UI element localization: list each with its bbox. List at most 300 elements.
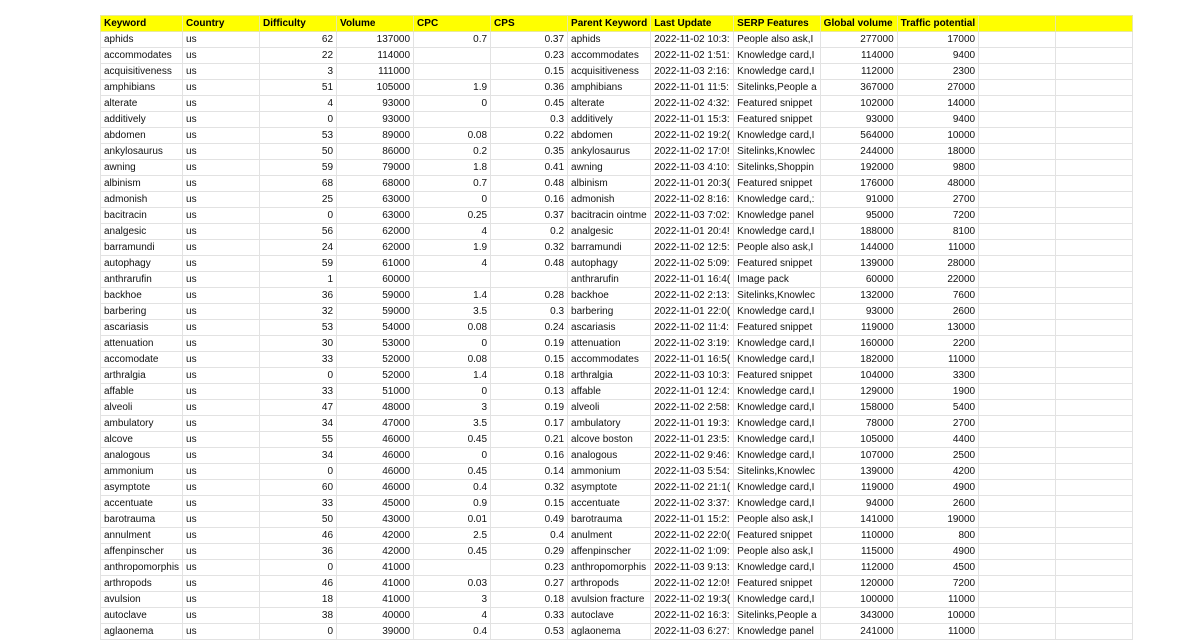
header-cps[interactable]: CPS — [491, 16, 568, 32]
cell-traffic-potential[interactable]: 2700 — [897, 416, 978, 432]
cell-last-update[interactable]: 2022-11-02 22:0( — [651, 528, 734, 544]
cell-empty[interactable] — [979, 32, 1056, 48]
cell-serp-features[interactable]: Knowledge card,I — [734, 48, 821, 64]
cell-traffic-potential[interactable]: 7200 — [897, 208, 978, 224]
cell-parent-keyword[interactable]: affable — [568, 384, 651, 400]
cell-global-volume[interactable]: 114000 — [820, 48, 897, 64]
cell-volume[interactable]: 59000 — [337, 304, 414, 320]
cell-last-update[interactable]: 2022-11-02 9:46: — [651, 448, 734, 464]
cell-volume[interactable]: 46000 — [337, 464, 414, 480]
cell-global-volume[interactable]: 105000 — [820, 432, 897, 448]
cell-global-volume[interactable]: 119000 — [820, 320, 897, 336]
cell-empty[interactable] — [979, 528, 1056, 544]
cell-parent-keyword[interactable]: aphids — [568, 32, 651, 48]
cell-empty[interactable] — [1056, 256, 1133, 272]
cell-cpc[interactable] — [414, 48, 491, 64]
cell-serp-features[interactable]: Knowledge card,I — [734, 496, 821, 512]
cell-global-volume[interactable]: 277000 — [820, 32, 897, 48]
cell-last-update[interactable]: 2022-11-01 15:3: — [651, 112, 734, 128]
cell-keyword[interactable]: analgesic — [101, 224, 183, 240]
cell-traffic-potential[interactable]: 7200 — [897, 576, 978, 592]
cell-serp-features[interactable]: Knowledge card,I — [734, 416, 821, 432]
cell-volume[interactable]: 93000 — [337, 96, 414, 112]
cell-traffic-potential[interactable]: 7600 — [897, 288, 978, 304]
cell-global-volume[interactable]: 176000 — [820, 176, 897, 192]
cell-volume[interactable]: 52000 — [337, 352, 414, 368]
cell-difficulty[interactable]: 22 — [260, 48, 337, 64]
cell-difficulty[interactable]: 34 — [260, 416, 337, 432]
cell-country[interactable]: us — [183, 624, 260, 640]
cell-country[interactable]: us — [183, 288, 260, 304]
cell-empty[interactable] — [1056, 96, 1133, 112]
cell-global-volume[interactable]: 119000 — [820, 480, 897, 496]
cell-cps[interactable]: 0.35 — [491, 144, 568, 160]
cell-parent-keyword[interactable]: affenpinscher — [568, 544, 651, 560]
cell-empty[interactable] — [979, 608, 1056, 624]
cell-cpc[interactable]: 0.08 — [414, 320, 491, 336]
cell-empty[interactable] — [1056, 400, 1133, 416]
cell-cps[interactable]: 0.53 — [491, 624, 568, 640]
cell-cps[interactable] — [491, 272, 568, 288]
cell-serp-features[interactable]: Knowledge card,I — [734, 336, 821, 352]
cell-last-update[interactable]: 2022-11-02 10:3: — [651, 32, 734, 48]
cell-empty[interactable] — [1056, 448, 1133, 464]
cell-cps[interactable]: 0.18 — [491, 368, 568, 384]
cell-parent-keyword[interactable]: ankylosaurus — [568, 144, 651, 160]
cell-last-update[interactable]: 2022-11-03 10:3: — [651, 368, 734, 384]
cell-last-update[interactable]: 2022-11-02 19:3( — [651, 592, 734, 608]
cell-last-update[interactable]: 2022-11-03 4:10: — [651, 160, 734, 176]
cell-difficulty[interactable]: 56 — [260, 224, 337, 240]
cell-country[interactable]: us — [183, 368, 260, 384]
cell-parent-keyword[interactable]: abdomen — [568, 128, 651, 144]
cell-empty[interactable] — [1056, 176, 1133, 192]
cell-empty[interactable] — [979, 384, 1056, 400]
cell-volume[interactable]: 54000 — [337, 320, 414, 336]
cell-empty[interactable] — [979, 192, 1056, 208]
cell-last-update[interactable]: 2022-11-02 4:32: — [651, 96, 734, 112]
cell-parent-keyword[interactable]: barotrauma — [568, 512, 651, 528]
cell-cps[interactable]: 0.15 — [491, 352, 568, 368]
cell-keyword[interactable]: accommodates — [101, 48, 183, 64]
cell-global-volume[interactable]: 112000 — [820, 64, 897, 80]
cell-volume[interactable]: 86000 — [337, 144, 414, 160]
cell-empty[interactable] — [979, 336, 1056, 352]
cell-volume[interactable]: 46000 — [337, 480, 414, 496]
cell-cpc[interactable]: 0.2 — [414, 144, 491, 160]
cell-volume[interactable]: 61000 — [337, 256, 414, 272]
cell-cpc[interactable]: 0.45 — [414, 544, 491, 560]
cell-cps[interactable]: 0.22 — [491, 128, 568, 144]
cell-traffic-potential[interactable]: 4900 — [897, 480, 978, 496]
cell-traffic-potential[interactable]: 4900 — [897, 544, 978, 560]
cell-traffic-potential[interactable]: 22000 — [897, 272, 978, 288]
cell-keyword[interactable]: backhoe — [101, 288, 183, 304]
cell-volume[interactable]: 63000 — [337, 192, 414, 208]
cell-cps[interactable]: 0.49 — [491, 512, 568, 528]
cell-cpc[interactable]: 0.01 — [414, 512, 491, 528]
cell-empty[interactable] — [979, 208, 1056, 224]
cell-cps[interactable]: 0.3 — [491, 304, 568, 320]
cell-traffic-potential[interactable]: 1900 — [897, 384, 978, 400]
cell-cpc[interactable]: 1.8 — [414, 160, 491, 176]
cell-cpc[interactable]: 0 — [414, 96, 491, 112]
cell-global-volume[interactable]: 95000 — [820, 208, 897, 224]
cell-traffic-potential[interactable]: 11000 — [897, 240, 978, 256]
cell-last-update[interactable]: 2022-11-02 12:0! — [651, 576, 734, 592]
cell-last-update[interactable]: 2022-11-01 16:4( — [651, 272, 734, 288]
cell-country[interactable]: us — [183, 144, 260, 160]
cell-serp-features[interactable]: Featured snippet — [734, 528, 821, 544]
cell-country[interactable]: us — [183, 224, 260, 240]
cell-empty[interactable] — [979, 320, 1056, 336]
cell-difficulty[interactable]: 38 — [260, 608, 337, 624]
cell-last-update[interactable]: 2022-11-03 2:16: — [651, 64, 734, 80]
cell-cpc[interactable]: 4 — [414, 224, 491, 240]
cell-parent-keyword[interactable]: barbering — [568, 304, 651, 320]
cell-empty[interactable] — [979, 400, 1056, 416]
cell-cpc[interactable] — [414, 64, 491, 80]
cell-cps[interactable]: 0.29 — [491, 544, 568, 560]
cell-country[interactable]: us — [183, 592, 260, 608]
cell-empty[interactable] — [979, 624, 1056, 640]
cell-volume[interactable]: 60000 — [337, 272, 414, 288]
cell-cpc[interactable]: 0.45 — [414, 432, 491, 448]
cell-global-volume[interactable]: 129000 — [820, 384, 897, 400]
cell-empty[interactable] — [1056, 576, 1133, 592]
cell-parent-keyword[interactable]: backhoe — [568, 288, 651, 304]
cell-serp-features[interactable]: Sitelinks,Knowlec — [734, 464, 821, 480]
cell-cps[interactable]: 0.13 — [491, 384, 568, 400]
cell-global-volume[interactable]: 94000 — [820, 496, 897, 512]
cell-cps[interactable]: 0.36 — [491, 80, 568, 96]
cell-serp-features[interactable]: Image pack — [734, 272, 821, 288]
cell-keyword[interactable]: avulsion — [101, 592, 183, 608]
cell-volume[interactable]: 41000 — [337, 560, 414, 576]
cell-keyword[interactable]: anthrarufin — [101, 272, 183, 288]
cell-parent-keyword[interactable]: analgesic — [568, 224, 651, 240]
cell-cpc[interactable]: 0.08 — [414, 352, 491, 368]
cell-difficulty[interactable]: 60 — [260, 480, 337, 496]
cell-global-volume[interactable]: 120000 — [820, 576, 897, 592]
header-last-update[interactable]: Last Update — [651, 16, 734, 32]
cell-empty[interactable] — [979, 560, 1056, 576]
cell-global-volume[interactable]: 241000 — [820, 624, 897, 640]
cell-country[interactable]: us — [183, 112, 260, 128]
cell-cps[interactable]: 0.15 — [491, 496, 568, 512]
cell-volume[interactable]: 59000 — [337, 288, 414, 304]
cell-keyword[interactable]: albinism — [101, 176, 183, 192]
cell-cpc[interactable]: 3.5 — [414, 304, 491, 320]
cell-country[interactable]: us — [183, 544, 260, 560]
cell-traffic-potential[interactable]: 2500 — [897, 448, 978, 464]
cell-country[interactable]: us — [183, 448, 260, 464]
cell-keyword[interactable]: alcove — [101, 432, 183, 448]
cell-traffic-potential[interactable]: 2200 — [897, 336, 978, 352]
cell-serp-features[interactable]: Sitelinks,People a — [734, 80, 821, 96]
cell-global-volume[interactable]: 144000 — [820, 240, 897, 256]
cell-empty[interactable] — [1056, 32, 1133, 48]
cell-cpc[interactable]: 0.45 — [414, 464, 491, 480]
cell-country[interactable]: us — [183, 528, 260, 544]
cell-cps[interactable]: 0.37 — [491, 32, 568, 48]
cell-cpc[interactable] — [414, 112, 491, 128]
cell-traffic-potential[interactable]: 2300 — [897, 64, 978, 80]
cell-last-update[interactable]: 2022-11-03 5:54: — [651, 464, 734, 480]
cell-volume[interactable]: 51000 — [337, 384, 414, 400]
cell-empty[interactable] — [1056, 480, 1133, 496]
cell-last-update[interactable]: 2022-11-02 8:16: — [651, 192, 734, 208]
cell-country[interactable]: us — [183, 304, 260, 320]
cell-last-update[interactable]: 2022-11-03 7:02: — [651, 208, 734, 224]
cell-serp-features[interactable]: Sitelinks,Knowlec — [734, 144, 821, 160]
cell-country[interactable]: us — [183, 48, 260, 64]
cell-difficulty[interactable]: 0 — [260, 464, 337, 480]
cell-parent-keyword[interactable]: attenuation — [568, 336, 651, 352]
cell-cps[interactable]: 0.48 — [491, 176, 568, 192]
cell-difficulty[interactable]: 30 — [260, 336, 337, 352]
cell-parent-keyword[interactable]: autoclave — [568, 608, 651, 624]
cell-parent-keyword[interactable]: albinism — [568, 176, 651, 192]
cell-keyword[interactable]: additively — [101, 112, 183, 128]
cell-cps[interactable]: 0.3 — [491, 112, 568, 128]
cell-empty[interactable] — [1056, 512, 1133, 528]
cell-keyword[interactable]: awning — [101, 160, 183, 176]
cell-country[interactable]: us — [183, 128, 260, 144]
cell-country[interactable]: us — [183, 352, 260, 368]
header-traffic-potential[interactable]: Traffic potential — [897, 16, 978, 32]
cell-cpc[interactable]: 1.9 — [414, 240, 491, 256]
cell-volume[interactable]: 47000 — [337, 416, 414, 432]
cell-parent-keyword[interactable]: ammonium — [568, 464, 651, 480]
cell-parent-keyword[interactable]: aglaonema — [568, 624, 651, 640]
cell-country[interactable]: us — [183, 416, 260, 432]
cell-parent-keyword[interactable]: accentuate — [568, 496, 651, 512]
cell-difficulty[interactable]: 68 — [260, 176, 337, 192]
cell-parent-keyword[interactable]: alcove boston — [568, 432, 651, 448]
cell-serp-features[interactable]: Featured snippet — [734, 368, 821, 384]
cell-cpc[interactable]: 1.9 — [414, 80, 491, 96]
cell-keyword[interactable]: ankylosaurus — [101, 144, 183, 160]
cell-last-update[interactable]: 2022-11-02 21:1( — [651, 480, 734, 496]
cell-empty[interactable] — [979, 368, 1056, 384]
cell-last-update[interactable]: 2022-11-01 20:3( — [651, 176, 734, 192]
cell-cps[interactable]: 0.16 — [491, 192, 568, 208]
cell-global-volume[interactable]: 132000 — [820, 288, 897, 304]
cell-traffic-potential[interactable]: 18000 — [897, 144, 978, 160]
cell-volume[interactable]: 62000 — [337, 224, 414, 240]
cell-difficulty[interactable]: 50 — [260, 144, 337, 160]
cell-volume[interactable]: 42000 — [337, 544, 414, 560]
cell-global-volume[interactable]: 110000 — [820, 528, 897, 544]
cell-volume[interactable]: 39000 — [337, 624, 414, 640]
cell-cps[interactable]: 0.14 — [491, 464, 568, 480]
cell-difficulty[interactable]: 0 — [260, 560, 337, 576]
cell-keyword[interactable]: accomodate — [101, 352, 183, 368]
cell-last-update[interactable]: 2022-11-02 2:13: — [651, 288, 734, 304]
cell-keyword[interactable]: asymptote — [101, 480, 183, 496]
cell-cps[interactable]: 0.15 — [491, 64, 568, 80]
cell-traffic-potential[interactable]: 800 — [897, 528, 978, 544]
cell-empty[interactable] — [1056, 592, 1133, 608]
header-cpc[interactable]: CPC — [414, 16, 491, 32]
cell-volume[interactable]: 41000 — [337, 592, 414, 608]
cell-serp-features[interactable]: Knowledge card,I — [734, 560, 821, 576]
cell-volume[interactable]: 68000 — [337, 176, 414, 192]
cell-empty[interactable] — [1056, 432, 1133, 448]
cell-difficulty[interactable]: 33 — [260, 384, 337, 400]
cell-keyword[interactable]: arthralgia — [101, 368, 183, 384]
cell-cps[interactable]: 0.2 — [491, 224, 568, 240]
cell-serp-features[interactable]: Featured snippet — [734, 576, 821, 592]
cell-empty[interactable] — [1056, 336, 1133, 352]
cell-country[interactable]: us — [183, 336, 260, 352]
cell-traffic-potential[interactable]: 19000 — [897, 512, 978, 528]
cell-global-volume[interactable]: 112000 — [820, 560, 897, 576]
cell-traffic-potential[interactable]: 5400 — [897, 400, 978, 416]
cell-country[interactable]: us — [183, 32, 260, 48]
cell-traffic-potential[interactable]: 13000 — [897, 320, 978, 336]
cell-cps[interactable]: 0.21 — [491, 432, 568, 448]
cell-difficulty[interactable]: 34 — [260, 448, 337, 464]
cell-cpc[interactable]: 0 — [414, 192, 491, 208]
cell-cps[interactable]: 0.28 — [491, 288, 568, 304]
cell-empty[interactable] — [979, 128, 1056, 144]
cell-keyword[interactable]: autophagy — [101, 256, 183, 272]
cell-difficulty[interactable]: 24 — [260, 240, 337, 256]
cell-serp-features[interactable]: People also ask,I — [734, 240, 821, 256]
cell-cpc[interactable]: 0 — [414, 448, 491, 464]
cell-difficulty[interactable]: 62 — [260, 32, 337, 48]
cell-volume[interactable]: 46000 — [337, 448, 414, 464]
cell-cps[interactable]: 0.32 — [491, 480, 568, 496]
cell-empty[interactable] — [1056, 368, 1133, 384]
cell-cps[interactable]: 0.16 — [491, 448, 568, 464]
cell-empty[interactable] — [1056, 64, 1133, 80]
cell-serp-features[interactable]: Knowledge card,I — [734, 448, 821, 464]
cell-keyword[interactable]: alveoli — [101, 400, 183, 416]
cell-country[interactable]: us — [183, 320, 260, 336]
cell-serp-features[interactable]: Featured snippet — [734, 176, 821, 192]
cell-keyword[interactable]: alterate — [101, 96, 183, 112]
cell-global-volume[interactable]: 564000 — [820, 128, 897, 144]
cell-parent-keyword[interactable]: additively — [568, 112, 651, 128]
cell-global-volume[interactable]: 115000 — [820, 544, 897, 560]
cell-volume[interactable]: 63000 — [337, 208, 414, 224]
cell-traffic-potential[interactable]: 11000 — [897, 352, 978, 368]
cell-last-update[interactable]: 2022-11-02 3:37: — [651, 496, 734, 512]
cell-keyword[interactable]: admonish — [101, 192, 183, 208]
cell-parent-keyword[interactable]: amphibians — [568, 80, 651, 96]
cell-cpc[interactable]: 0.9 — [414, 496, 491, 512]
cell-serp-features[interactable]: Knowledge card,I — [734, 432, 821, 448]
cell-last-update[interactable]: 2022-11-02 1:51: — [651, 48, 734, 64]
cell-traffic-potential[interactable]: 11000 — [897, 624, 978, 640]
cell-keyword[interactable]: autoclave — [101, 608, 183, 624]
cell-empty[interactable] — [979, 112, 1056, 128]
cell-country[interactable]: us — [183, 512, 260, 528]
cell-last-update[interactable]: 2022-11-02 1:09: — [651, 544, 734, 560]
cell-volume[interactable]: 52000 — [337, 368, 414, 384]
cell-difficulty[interactable]: 59 — [260, 160, 337, 176]
cell-empty[interactable] — [979, 592, 1056, 608]
cell-parent-keyword[interactable]: accommodates — [568, 48, 651, 64]
cell-traffic-potential[interactable]: 9400 — [897, 112, 978, 128]
cell-empty[interactable] — [1056, 160, 1133, 176]
cell-difficulty[interactable]: 0 — [260, 208, 337, 224]
cell-empty[interactable] — [1056, 560, 1133, 576]
cell-country[interactable]: us — [183, 160, 260, 176]
cell-empty[interactable] — [979, 272, 1056, 288]
cell-cps[interactable]: 0.48 — [491, 256, 568, 272]
cell-empty[interactable] — [1056, 80, 1133, 96]
cell-empty[interactable] — [1056, 240, 1133, 256]
cell-empty[interactable] — [979, 416, 1056, 432]
cell-serp-features[interactable]: Sitelinks,Shoppin — [734, 160, 821, 176]
cell-country[interactable]: us — [183, 464, 260, 480]
cell-cps[interactable]: 0.24 — [491, 320, 568, 336]
cell-keyword[interactable]: amphibians — [101, 80, 183, 96]
cell-traffic-potential[interactable]: 14000 — [897, 96, 978, 112]
cell-empty[interactable] — [979, 256, 1056, 272]
cell-global-volume[interactable]: 141000 — [820, 512, 897, 528]
cell-empty[interactable] — [1056, 144, 1133, 160]
cell-global-volume[interactable]: 160000 — [820, 336, 897, 352]
cell-country[interactable]: us — [183, 96, 260, 112]
cell-difficulty[interactable]: 47 — [260, 400, 337, 416]
cell-parent-keyword[interactable]: autophagy — [568, 256, 651, 272]
cell-empty[interactable] — [979, 480, 1056, 496]
cell-parent-keyword[interactable]: avulsion fracture — [568, 592, 651, 608]
header-country[interactable]: Country — [183, 16, 260, 32]
cell-difficulty[interactable]: 33 — [260, 496, 337, 512]
cell-cps[interactable]: 0.37 — [491, 208, 568, 224]
cell-difficulty[interactable]: 51 — [260, 80, 337, 96]
cell-cpc[interactable]: 0.7 — [414, 176, 491, 192]
cell-cpc[interactable]: 0 — [414, 336, 491, 352]
cell-keyword[interactable]: aphids — [101, 32, 183, 48]
cell-last-update[interactable]: 2022-11-02 19:2( — [651, 128, 734, 144]
cell-difficulty[interactable]: 18 — [260, 592, 337, 608]
cell-empty[interactable] — [979, 432, 1056, 448]
cell-difficulty[interactable]: 0 — [260, 624, 337, 640]
cell-cps[interactable]: 0.23 — [491, 560, 568, 576]
cell-country[interactable]: us — [183, 256, 260, 272]
cell-cps[interactable]: 0.19 — [491, 400, 568, 416]
cell-volume[interactable]: 111000 — [337, 64, 414, 80]
cell-volume[interactable]: 114000 — [337, 48, 414, 64]
cell-keyword[interactable]: barotrauma — [101, 512, 183, 528]
cell-empty[interactable] — [1056, 352, 1133, 368]
cell-serp-features[interactable]: Knowledge card,I — [734, 304, 821, 320]
cell-parent-keyword[interactable]: anthrarufin — [568, 272, 651, 288]
cell-country[interactable]: us — [183, 240, 260, 256]
cell-cps[interactable]: 0.41 — [491, 160, 568, 176]
cell-volume[interactable]: 48000 — [337, 400, 414, 416]
cell-keyword[interactable]: affable — [101, 384, 183, 400]
cell-keyword[interactable]: ascariasis — [101, 320, 183, 336]
cell-difficulty[interactable]: 50 — [260, 512, 337, 528]
cell-cpc[interactable]: 3 — [414, 400, 491, 416]
cell-last-update[interactable]: 2022-11-02 5:09: — [651, 256, 734, 272]
cell-cpc[interactable]: 0 — [414, 384, 491, 400]
cell-parent-keyword[interactable]: arthropods — [568, 576, 651, 592]
cell-serp-features[interactable]: Featured snippet — [734, 96, 821, 112]
cell-country[interactable]: us — [183, 64, 260, 80]
cell-difficulty[interactable]: 36 — [260, 544, 337, 560]
cell-cps[interactable]: 0.17 — [491, 416, 568, 432]
cell-parent-keyword[interactable]: awning — [568, 160, 651, 176]
